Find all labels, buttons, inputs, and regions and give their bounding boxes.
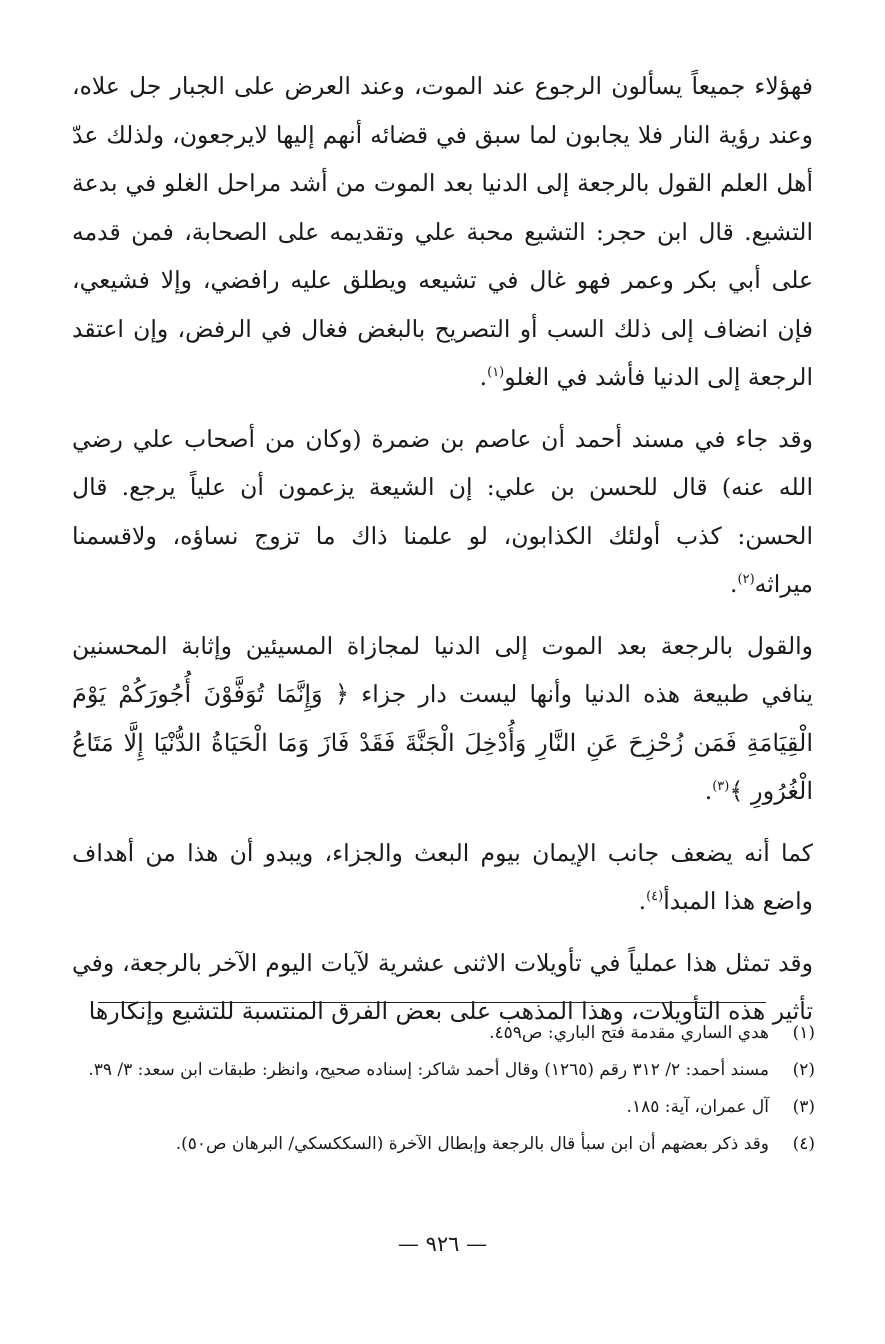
footnote-number: (١) xyxy=(792,1023,815,1043)
footnote-separator xyxy=(98,1002,766,1003)
paragraph-4 xyxy=(72,829,813,926)
footnote-ref[interactable]: (٢) xyxy=(737,572,755,588)
footnote-ref[interactable]: (٣) xyxy=(712,779,730,795)
paragraph-2 xyxy=(72,415,813,609)
quran-verse: ﴿ وَإِنَّمَا تُوَفَّوْنَ أُجُورَكُمْ يَوْمَ الْقِيَامَةِ فَمَن زُحْزِحَ عَنِ النَّارِ وَأُدْخِلَ الْجَنَّةَ فَقَدْ فَازَ وَمَا الْحَيَاةُ الدُّنْيَا إِلَّا مَتَاعُ الْغُرُورِ ﴾ xyxy=(72,680,813,805)
paragraph-1 xyxy=(72,62,813,402)
paragraph-end: . xyxy=(479,363,488,391)
paragraph-text: وقد تمثل هذا عملياً في تأويلات الاثنى عشرية لآيات اليوم الآخر بالرجعة، وفي تأثير هذه التأويلات، وهذا المذهب على بعض الفرق المنتسبة للتشيع وإنكارها xyxy=(72,948,813,1025)
paragraph-3 xyxy=(72,622,813,816)
paragraph-text: كما أنه يضعف جانب الإيمان بيوم البعث والجزاء، ويبدو أن هذا من أهداف واضع هذا المبدأ xyxy=(72,838,813,915)
footnote-ref[interactable]: (١) xyxy=(487,365,505,381)
footnote-text: آل عمران، آية: ١٨٥. xyxy=(626,1097,769,1117)
footnote-ref[interactable]: (٤) xyxy=(646,889,664,905)
footnote-3 xyxy=(72,1092,815,1123)
paragraph-text: وقد جاء في مسند أحمد أن عاصم بن ضمرة (وكان من أصحاب علي رضي الله عنه) قال للحسن بن علي: إن الشيعة يزعمون أن علياً يرجع. قال الحسن: كذب أولئك الكذابون، لو علمنا ذاك ما تزوج نساؤه، ولاقسمنا ميراثه xyxy=(72,424,813,598)
footnote-2 xyxy=(72,1055,815,1086)
paragraph-end: . xyxy=(704,777,713,805)
footnote-number: (٢) xyxy=(792,1060,815,1080)
paragraph-text: والقول بالرجعة بعد الموت إلى الدنيا لمجازاة المسيئين وإثابة المحسنين ينافي طبيعة هذه الدنيا وأنها ليست دار جزاء xyxy=(72,631,813,708)
paragraph-end: . xyxy=(638,887,647,915)
footnote-number: (٣) xyxy=(792,1097,815,1117)
footnotes xyxy=(72,1018,815,1166)
footnote-1 xyxy=(72,1018,815,1049)
footnote-text: مسند أحمد: ٢/ ٣١٢ رقم (١٢٦٥) وقال أحمد شاكر: إسناده صحيح، وانظر: طبقات ابن سعد: ٣/ ٣٩. xyxy=(88,1060,769,1080)
paragraph-end: . xyxy=(730,570,738,598)
footnote-number: (٤) xyxy=(792,1134,815,1154)
page-number: — ٩٢٦ — xyxy=(397,1232,488,1256)
footnote-text: وقد ذكر بعضهم أن ابن سبأ قال بالرجعة وإبطال الآخرة (السككسكي/ البرهان ص٥٠). xyxy=(175,1134,769,1154)
paragraph-text: فهؤلاء جميعاً يسألون الرجوع عند الموت، وعند العرض على الجبار جل علاه، وعند رؤية النار فلا يجابون لما سبق في قضائه أنهم إليها لايرجعون، ولذلك عدّ أهل العلم القول بالرجعة إلى الدنيا بعد الموت من أشد مراحل الغلو في بدعة التشيع. قال ابن حجر: التشيع محبة علي وتقديمه على الصحابة، فمن قدمه على أبي بكر وعمر فهو غال في تشيعه ويطلق عليه رافضي، وإلا فشيعي، فإن انضاف إلى ذلك السب أو التصريح بالبغض فغال في الرفض، وإن اعتقد الرجعة إلى الدنيا فأشد في الغلو xyxy=(72,72,813,391)
footnote-4 xyxy=(72,1129,815,1160)
main-text xyxy=(72,62,813,1036)
footnote-text: هدي الساري مقدمة فتح الباري: ص٤٥٩. xyxy=(489,1023,769,1043)
